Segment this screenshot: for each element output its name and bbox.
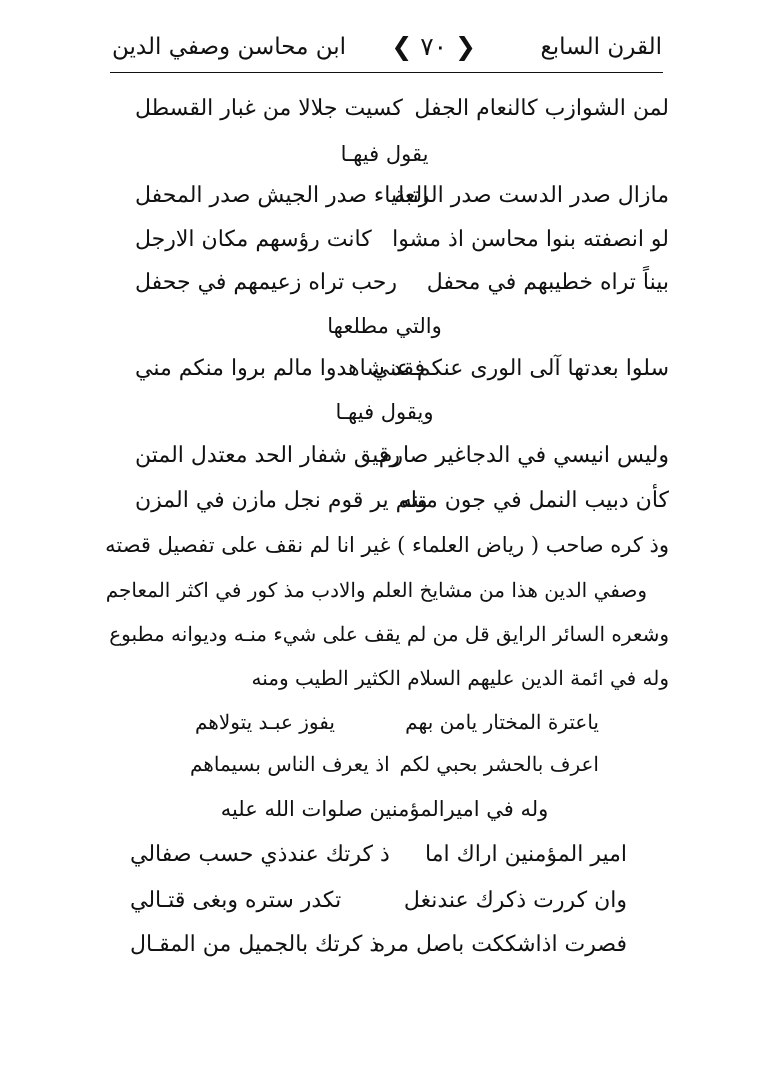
verse-5-left: فقد شاهدوا مالم بروا منكم مني: [135, 356, 425, 381]
verse-9-right: اعرف بالحشر بحبي لكم: [399, 752, 599, 776]
verse-1-left: كسيت جلالا من غبار القسطل: [135, 96, 403, 121]
verse-7-left: ولم ير قوم نجل مازن في المزن: [135, 488, 428, 513]
verse-3-right: لو انصفته بنوا محاسن اذ مشوا: [392, 227, 669, 252]
verse-5-right: سلوا بعدتها آلى الورى عنكم عني: [371, 356, 669, 381]
verse-12-left: ذ كرتك بالجميل من المقـال: [130, 932, 380, 957]
verse-1-right: لمن الشوازب كالنعام الجفل: [414, 96, 669, 121]
verse-8-right: ياعترة المختار يامن بهم: [405, 710, 599, 734]
header-running-title: ابن محاسن وصفي الدين: [112, 34, 347, 60]
verse-6-left: رقيق شفار الحد معتدل المتن: [135, 443, 401, 468]
page-number: ٧٠: [420, 32, 448, 61]
verse-12-right: فصرت اذاشككت باصل مره: [373, 932, 627, 957]
verse-11-left: تكدر ستره وبغى قتـالي: [130, 888, 342, 913]
verse-2-right: مازال صدر الدست صدر الرتبة: [394, 183, 669, 208]
verse-2-left: العلياء صدر الجيش صدر المحفل: [135, 183, 429, 208]
prose-line-4: وله في ائمة الدين عليهم السلام الكثير الطيب ومنه: [251, 666, 669, 690]
header-century: القرن السابع: [540, 34, 662, 60]
heading-3: ويقول فيهـا: [335, 400, 434, 424]
heading-4: وله في اميرالمؤمنين صلوات الله عليه: [220, 797, 549, 821]
verse-10-left: ذ كرتك عندذي حسب صفالي: [130, 842, 390, 867]
running-header: [112, 26, 662, 70]
verse-3-left: كانت رؤسهم مكان الارجل: [135, 227, 372, 252]
prose-line-1: وذ كره صاحب ( رياض العلماء ) غير انا لم نقف على تفصيل قصته: [105, 533, 669, 557]
verse-6-right: وليس انيسي في الدجاغير صارم: [378, 443, 669, 468]
header-page-number: ❮ ٧٠ ❯: [391, 32, 476, 61]
prose-line-3: وشعره السائر الرايق قل من لم يقف على شيء منـه وديوانه مطبوع: [109, 622, 669, 646]
verse-7-right: كأن دبيب النمل في جون متنه: [400, 488, 669, 513]
verse-8-left: يفوز عبـد يتولاهم: [195, 710, 335, 734]
verse-4-right: بيناً تراه خطيبهم في محفل: [426, 270, 669, 295]
verse-9-left: اذ يعرف الناس بسيماهم: [190, 752, 390, 776]
verse-4-left: رحب تراه زعيمهم في جحفل: [135, 270, 398, 295]
heading-1: يقول فيهـا: [340, 142, 429, 166]
verse-10-right: امير المؤمنين اراك اما: [425, 842, 627, 867]
prose-line-2: وصفي الدين هذا من مشايخ العلم والادب مذ كور في اكثر المعاجم: [105, 578, 647, 602]
header-rule: [110, 72, 663, 73]
verse-11-right: وان كررت ذكرك عندنغل: [403, 888, 627, 913]
heading-2: والتي مطلعها: [327, 314, 442, 338]
